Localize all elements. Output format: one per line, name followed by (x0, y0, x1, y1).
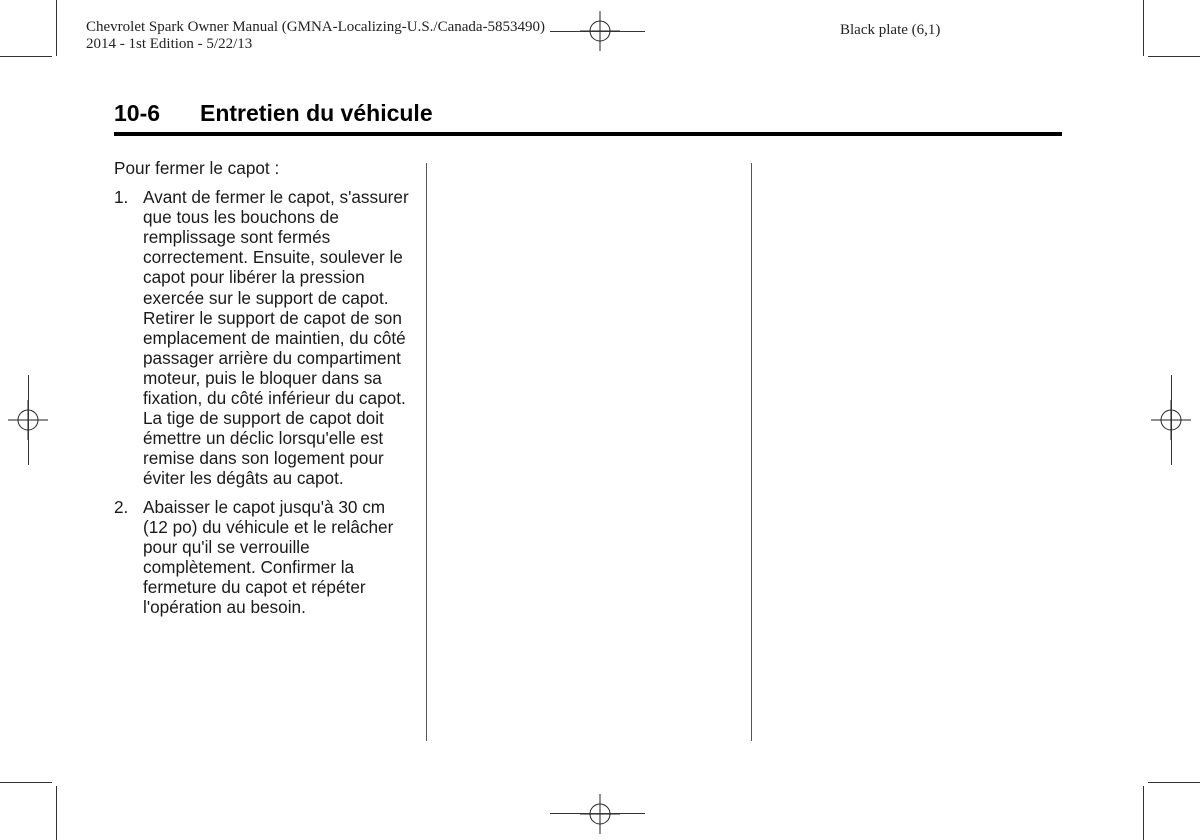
crop-mark (56, 786, 57, 840)
step-text: Avant de fermer le capot, s'assurer que tous les bouchons de remplissage sont fermés correctement. Ensuite, soulever le capot pour libérer la pression exercée sur le support de capot. Retirer le support de capot de son emplacement de maintien, du côté passager arrière du compartiment moteur, puis le bloquer dans sa fixation, du côté inférieur du capot. La tige de support de capot doit émettre un déclic lorsqu'elle est remise dans son logement pour éviter les dégâts au capot. (143, 187, 409, 489)
list-item (114, 497, 414, 618)
crop-mark (56, 0, 57, 56)
crop-mark (0, 782, 52, 783)
crop-mark (28, 375, 29, 465)
slug-line-2: 2014 - 1st Edition - 5/22/13 (86, 36, 253, 52)
column-divider (426, 163, 427, 741)
crop-mark (1148, 782, 1200, 783)
step-number: 2. (114, 496, 129, 517)
crop-mark (550, 813, 645, 814)
step-text: Abaisser le capot jusqu'à 30 cm (12 po) du véhicule et le relâcher pour qu'il se verrouille complètement. Confirmer la fermeture du capot et répéter l'opération au besoin. (143, 496, 394, 617)
plate-label: Black plate (6,1) (840, 22, 941, 38)
intro-paragraph: Pour fermer le capot : (114, 158, 280, 178)
crop-mark (550, 31, 645, 32)
step-number: 1. (114, 187, 129, 208)
crop-mark (1143, 786, 1144, 840)
body-column (114, 158, 414, 625)
list-item (114, 187, 414, 488)
slug-line-1: Chevrolet Spark Owner Manual (GMNA-Localizing-U.S./Canada-5853490) (86, 19, 546, 35)
column-divider (751, 163, 752, 741)
registration-mark-icon (580, 794, 620, 834)
crop-mark (0, 56, 52, 57)
running-head (114, 100, 1062, 136)
steps-list (114, 187, 414, 617)
crop-mark (1171, 375, 1172, 465)
print-slug (86, 19, 545, 53)
crop-mark (1143, 0, 1144, 56)
crop-mark (1148, 56, 1200, 57)
section-title: Entretien du véhicule (200, 100, 433, 126)
page-number: 10-6 (114, 100, 161, 126)
